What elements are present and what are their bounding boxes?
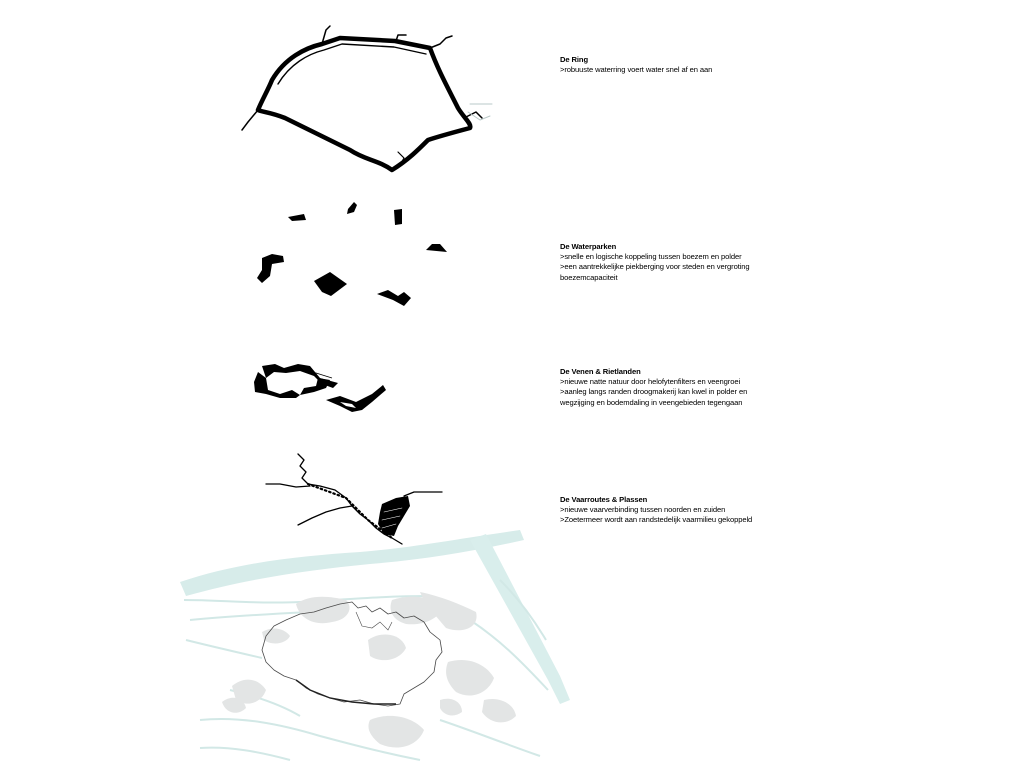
vaarroute-sw bbox=[298, 506, 352, 525]
legend-title-ring: De Ring bbox=[560, 55, 588, 64]
waterpark-7 bbox=[377, 290, 411, 306]
ring-outer-water bbox=[468, 104, 492, 120]
venen-layer-map bbox=[254, 364, 386, 412]
base-municipal-inner bbox=[356, 612, 392, 630]
legend-line-waterparken-1: >snelle en logische koppeling tussen boezem en polder bbox=[560, 252, 742, 262]
legend-line-venen-2: >aanleg langs randen droogmakerij kan kwel in polder en bbox=[560, 387, 748, 397]
legend-block-ring bbox=[560, 55, 790, 75]
venen-ring-e bbox=[300, 378, 330, 395]
ring-spur-n2 bbox=[430, 36, 452, 48]
ring-loop bbox=[258, 38, 470, 170]
ring-layer-map bbox=[242, 26, 492, 170]
vaarroutes-layer-map bbox=[266, 454, 442, 544]
waterpark-6 bbox=[314, 272, 347, 296]
legend-title-waterparken: De Waterparken bbox=[560, 242, 617, 251]
legend-line-waterparken-3: boezemcapaciteit bbox=[560, 272, 618, 282]
base-route-highlight bbox=[296, 680, 396, 704]
waterpark-5 bbox=[257, 254, 284, 283]
legend-title-vaarroutes: De Vaarroutes & Plassen bbox=[560, 495, 648, 504]
ring-spur-w bbox=[242, 110, 258, 130]
plassen-area bbox=[378, 496, 410, 536]
legend-block-vaarroutes bbox=[560, 495, 790, 526]
waterpark-3 bbox=[394, 209, 402, 225]
venen-ring-sw bbox=[254, 372, 300, 398]
legend-title-venen: De Venen & Rietlanden bbox=[560, 367, 641, 376]
vaarroute-dash-marks bbox=[308, 484, 392, 538]
legend-line-venen-3: wegzijging en bodemdaling in veengebieden tegengaan bbox=[560, 397, 743, 407]
waterpark-1 bbox=[288, 214, 306, 221]
legend-block-venen bbox=[560, 367, 790, 408]
base-waterways bbox=[184, 580, 548, 760]
venen-strip bbox=[326, 385, 386, 412]
vaarroute-east bbox=[404, 492, 442, 496]
legend-line-ring-1: >robuuste waterring voert water snel af en aan bbox=[560, 65, 713, 75]
vaarroute-west bbox=[266, 484, 310, 487]
legend-line-venen-1: >nieuwe natte natuur door helofytenfilters en veengroei bbox=[560, 377, 741, 387]
legend-line-vaarroutes-1: >nieuwe vaarverbinding tussen noorden en zuiden bbox=[560, 505, 726, 515]
legend-line-waterparken-2: >een aantrekkelijke piekberging voor steden en vergroting bbox=[560, 262, 750, 272]
legend-line-vaarroutes-2: >Zoetermeer wordt aan randstedelijk vaarmilieu gekoppeld bbox=[560, 515, 753, 525]
waterparken-layer-map bbox=[257, 202, 447, 306]
waterpark-2 bbox=[347, 202, 357, 214]
base-map bbox=[180, 530, 570, 760]
legend-block-waterparken bbox=[560, 242, 790, 283]
waterpark-4 bbox=[426, 244, 447, 252]
